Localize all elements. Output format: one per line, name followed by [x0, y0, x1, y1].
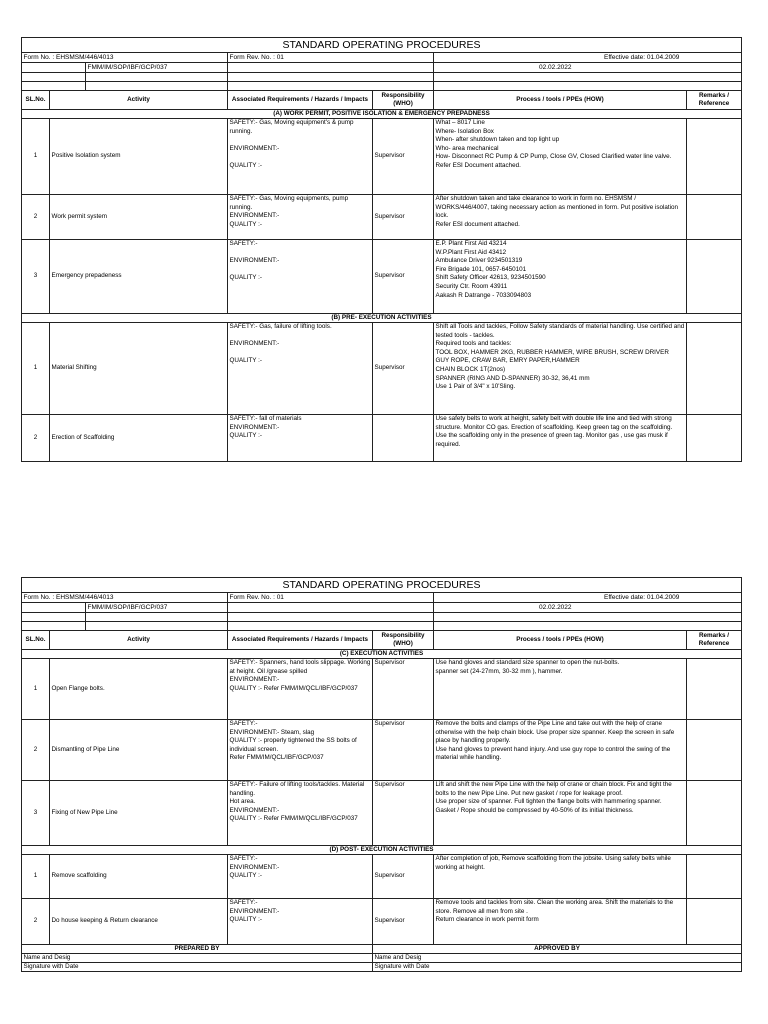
form-revision: Form Rev. No. : 01 [228, 593, 434, 603]
row-process: After completion of job, Remove scaffolding from the jobsite. Using safety belts while working at height. [434, 855, 687, 899]
row-activity: Positive Isolation system [50, 119, 228, 195]
doc-date: 02.02.2022 [434, 603, 742, 613]
row-responsibility: Supervisor [373, 119, 434, 195]
table-row [22, 781, 742, 846]
row-process: Lift and shift the new Pipe Line with the help of crane or chain block. Fix and tight the bolts to the new Pipe Line. Put new gasket / rope for leakage proof. Use proper size of spanner. Full tighten the flange bolts with hammering spanner. Gasket / Rope should be compressed by 40-50% of its initial thickness. [434, 781, 687, 846]
table-row [22, 855, 742, 899]
row-slno: 3 [22, 781, 50, 846]
header-activity: Activity [50, 91, 228, 110]
row-slno: 1 [22, 659, 50, 720]
row-responsibility: Supervisor [373, 195, 434, 240]
row-slno: 1 [22, 119, 50, 195]
row-process: Remove tools and tackles from site. Clean the working area. Shift the materials to the store. Remove all men from site . Return clearance in work permit form [434, 899, 687, 945]
table-row [22, 415, 742, 462]
table-row [22, 240, 742, 314]
page-title: STANDARD OPERATING PROCEDURES [22, 38, 742, 53]
header-slno: SL.No. [22, 631, 50, 650]
row-remarks [687, 659, 742, 720]
table-row [22, 195, 742, 240]
row-responsibility: Supervisor [373, 240, 434, 314]
header-responsibility: Responsibility (WHO) [373, 91, 434, 110]
row-slno: 1 [22, 323, 50, 415]
sop-sheet-1 [21, 37, 741, 462]
row-process: Remove the bolts and clamps of the Pipe Line and take out with the help of crane otherwise with the help chain block. Use proper size spanner. Keep the screen in safe place by handling properly. Use hand gloves to prevent hand injury. And use guy rope to control the swing of the material while handling. [434, 720, 687, 781]
header-process: Process / tools / PPEs (HOW) [434, 91, 687, 110]
row-slno: 1 [22, 855, 50, 899]
row-remarks [687, 855, 742, 899]
row-requirements: SAFETY:- ENVIRONMENT:- QUALITY :- [228, 899, 373, 945]
prepared-by-label: PREPARED BY [22, 945, 373, 954]
header-slno: SL.No. [22, 91, 50, 110]
header-process: Process / tools / PPEs (HOW) [434, 631, 687, 650]
blank-cell [228, 603, 434, 613]
row-requirements: SAFETY:- ENVIRONMENT:- Steam, slag QUALITY :- properly tightened the SS bolts of individual screen. Refer FMM/IM/QCL/IBF/GCP/037 [228, 720, 373, 781]
header-remarks: Remarks / Reference [687, 91, 742, 110]
row-process: Use safety belts to work at height, safety belt with double life line and tied with strong structure. Monitor CO gas. Erection of scaffolding. Keep green tag on the scaffolding. Use the scaffolding only in the presence of green tag. Monitor gas , use gas musk if required. [434, 415, 687, 462]
page-title: STANDARD OPERATING PROCEDURES [22, 578, 742, 593]
row-slno: 2 [22, 195, 50, 240]
row-process: What – 8017 Line Where- Isolation Box When- after shutdown taken and top light up Who- area mechanical How- Disconnect RC Pump & CP Pump, Close GV, Closed Clarified water line valve. Refer ESI Document attached. [434, 119, 687, 195]
section-d-title: (D) POST- EXECUTION ACTIVITIES [22, 846, 742, 855]
row-responsibility: Supervisor [373, 323, 434, 415]
table-row [22, 119, 742, 195]
doc-date: 02.02.2022 [434, 63, 742, 73]
approved-name-desig: Name and Desig [373, 954, 742, 963]
row-activity: Fixing of New Pipe Line [50, 781, 228, 846]
section-b-title: (B) PRE- EXECUTION ACTIVITIES [22, 314, 742, 323]
effective-date: Effective date: 01.04.2009 [434, 593, 742, 603]
row-slno: 2 [22, 415, 50, 462]
row-slno: 3 [22, 240, 50, 314]
row-responsibility [373, 415, 434, 462]
row-responsibility: Supervisor [373, 720, 434, 781]
row-process: After shutdown taken and take clearance to work in form no. EHSMSM / WORKS/446/4007, taking necessary action as mentioned in form. Put positive isolation lock. Refer ESI document attached. [434, 195, 687, 240]
approved-signature-date: Signature with Date [373, 963, 742, 972]
row-remarks [687, 195, 742, 240]
row-remarks [687, 720, 742, 781]
prepared-signature-date: Signature with Date [22, 963, 373, 972]
row-remarks [687, 781, 742, 846]
row-remarks [687, 119, 742, 195]
row-activity: Open Flange bolts. [50, 659, 228, 720]
row-activity: Work permit system [50, 195, 228, 240]
row-process: Use hand gloves and standard size spanner to open the nut-bolts. spanner set (24-27mm, 30-32 mm ), hammer. [434, 659, 687, 720]
section-a-title: (A) WORK PERMIT, POSITIVE ISOLATION & EMERGENCY PREPADNESS [22, 110, 742, 119]
row-slno: 2 [22, 720, 50, 781]
sop-code: FMM/IM/SOP/IBF/GCP/037 [86, 603, 228, 613]
row-requirements: SAFETY:- ENVIRONMENT:- QUALITY :- [228, 855, 373, 899]
sop-sheet-2 [21, 577, 741, 972]
row-remarks [687, 323, 742, 415]
sop-table-1 [21, 37, 742, 462]
row-activity: Remove scaffolding [50, 855, 228, 899]
sop-table-2 [21, 577, 742, 972]
header-remarks: Remarks / Reference [687, 631, 742, 650]
row-requirements: SAFETY:- Failure of lifting tools/tackles. Material handling. Hot area. ENVIRONMENT:- QUALITY :- Refer FMM/IM/QCL/IBF/GCP/037 [228, 781, 373, 846]
row-process: E.P. Plant First Aid 43214 W.P.Plant First Aid 43412 Ambulance Driver 9234501319 Fire Brigade 101, 0657-6450101 Shift Safety Officer 42613, 9234501590 Security Ctr. Room 43911 Aakash R Datrange - 7033094803 [434, 240, 687, 314]
row-activity: Dismantling of Pipe Line [50, 720, 228, 781]
effective-date: Effective date: 01.04.2009 [434, 53, 742, 63]
row-remarks [687, 240, 742, 314]
header-requirements: Associated Requirements / Hazards / Impacts [228, 631, 373, 650]
form-number: Form No. : EHSMSM/446/4013 [22, 53, 228, 63]
row-process: Shift all Tools and tackles, Follow Safety standards of material handling. Use certified and tested tools - tackles. Required tools and tackles: TOOL BOX, HAMMER 2KG, RUBBER HAMMER, WIRE BRUSH, SCREW DRIVER GUY ROPE, CRAW BAR, EMRY PAPER,HAMMER CHAIN BLOCK 1T(2nos) SPANNER (RING AND D-SPANNER) 30-32, 36,41 mm Use 1 Pair of 3/4" x 10'Sling. [434, 323, 687, 415]
table-row [22, 323, 742, 415]
sop-code: FMM/IM/SOP/IBF/GCP/037 [86, 63, 228, 73]
table-row [22, 659, 742, 720]
row-activity: Erection of Scaffolding [50, 415, 228, 462]
header-requirements: Associated Requirements / Hazards / Impacts [228, 91, 373, 110]
row-activity: Material Shifting [50, 323, 228, 415]
row-requirements: SAFETY:- Spanners, hand tools slippage. Working at height. Oil /grease spilled ENVIRONMENT:- QUALITY :- Refer FMM/IM/QCL/IBF/GCP/037 [228, 659, 373, 720]
table-row [22, 720, 742, 781]
blank-cell [228, 63, 434, 73]
row-slno: 2 [22, 899, 50, 945]
row-responsibility: Supervisor [373, 855, 434, 899]
form-number: Form No. : EHSMSM/446/4013 [22, 593, 228, 603]
row-responsibility: Supervisor [373, 659, 434, 720]
header-activity: Activity [50, 631, 228, 650]
header-responsibility: Responsibility (WHO) [373, 631, 434, 650]
row-requirements: SAFETY:- Gas, Moving equipment's & pump running. ENVIRONMENT:- QUALITY :- [228, 119, 373, 195]
row-remarks [687, 899, 742, 945]
table-row [22, 899, 742, 945]
row-activity: Do house keeping & Return clearance [50, 899, 228, 945]
row-responsibility: Supervisor [373, 781, 434, 846]
row-requirements: SAFETY:- fall of materials ENVIRONMENT:- QUALITY :- [228, 415, 373, 462]
row-remarks [687, 415, 742, 462]
prepared-name-desig: Name and Desig [22, 954, 373, 963]
section-c-title: (C) EXECUTION ACTIVITIES [22, 650, 742, 659]
blank-cell [22, 603, 86, 613]
row-requirements: SAFETY:- Gas, failure of lifting tools. ENVIRONMENT:- QUALITY :- [228, 323, 373, 415]
row-requirements: SAFETY:- ENVIRONMENT:- QUALITY :- [228, 240, 373, 314]
form-revision: Form Rev. No. : 01 [228, 53, 434, 63]
row-activity: Emergency prepadeness [50, 240, 228, 314]
approved-by-label: APPROVED BY [373, 945, 742, 954]
row-requirements: SAFETY:- Gas, Moving equipments, pump running. ENVIRONMENT:- QUALITY :- [228, 195, 373, 240]
row-responsibility: Supervisor [373, 899, 434, 945]
blank-cell [22, 63, 86, 73]
